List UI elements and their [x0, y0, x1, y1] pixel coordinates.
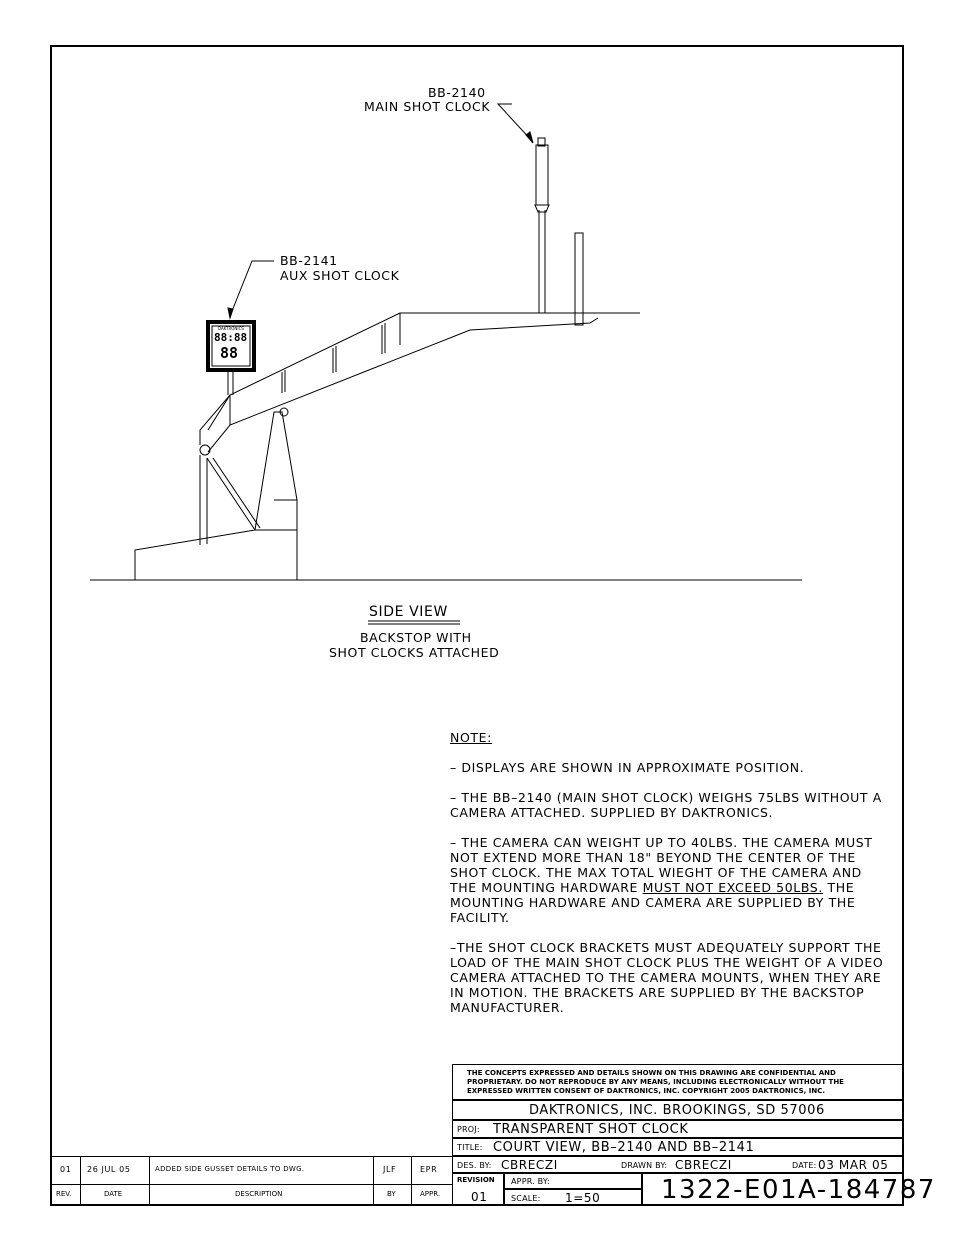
revision-box: [452, 1173, 504, 1206]
company-name: DAKTRONICS, INC. BROOKINGS, SD 57006: [529, 1103, 825, 1118]
revision-row-rev: 01: [60, 1165, 72, 1174]
backstop-pillar: [255, 412, 297, 530]
proj-label: PROJ:: [457, 1125, 480, 1134]
title-row: [452, 1138, 904, 1156]
project-name: TRANSPARENT SHOT CLOCK: [493, 1122, 689, 1137]
drawing-number-box: [642, 1173, 936, 1206]
confidential-line1: THE CONCEPTS EXPRESSED AND DETAILS SHOWN ON THIS DRAWING ARE CONFIDENTIAL AND: [467, 1069, 836, 1077]
designer-row: [452, 1156, 904, 1173]
header-rev: REV.: [56, 1190, 72, 1198]
scale-box: [504, 1189, 642, 1206]
aux-clock-model: BB-2141: [280, 253, 338, 268]
note-item-1: – DISPLAYS ARE SHOWN IN APPROXIMATE POSITION.: [450, 760, 805, 775]
date-label: DATE:: [792, 1161, 817, 1170]
drawing-title: COURT VIEW, BB–2140 AND BB–2141: [493, 1140, 755, 1155]
confidential-line3: EXPRESSED WRITTEN CONSENT OF DAKTRONICS, INC. COPYRIGHT 2005 DAKTRONICS, INC.: [467, 1087, 826, 1095]
revision-row-by: JLF: [383, 1165, 397, 1174]
header-description: DESCRIPTION: [235, 1190, 283, 1198]
note-item-3: [450, 835, 890, 925]
note-item-4: –THE SHOT CLOCK BRACKETS MUST ADEQUATELY SUPPORT THE LOAD OF THE MAIN SHOT CLOCK PLUS THE WEIGHT OF A VIDEO CAMERA ATTACHED TO THE CAMERA MOUNTS, WHEN THEY ARE IN MOTION. THE BRACKETS ARE SUPPLIED BY THE BACKSTOP MANUFACTURER.: [450, 940, 884, 1015]
title-label: TITLE:: [457, 1143, 483, 1152]
revision-row-appr: EPR: [420, 1165, 438, 1174]
drawing-number: 1322-E01A-184787: [661, 1175, 936, 1205]
note-item-2: – THE BB–2140 (MAIN SHOT CLOCK) WEIGHS 75LBS WITHOUT A CAMERA ATTACHED. SUPPLIED BY DAKTRONICS.: [450, 790, 882, 820]
aux-display-top-digits: 88:88: [214, 331, 248, 344]
notes-heading: NOTE:: [450, 730, 492, 745]
note-item-3-tail: THE MOUNTING HARDWARE AND CAMERA ARE SUPPLIED BY THE FACILITY.: [450, 880, 856, 925]
view-caption-line2: SHOT CLOCKS ATTACHED: [329, 645, 500, 660]
header-by: BY: [387, 1190, 396, 1198]
drawn-by-name: CBRECZI: [675, 1158, 732, 1172]
aux-display-brand: DAKTRONICS: [218, 326, 244, 331]
note-item-3-text: – THE CAMERA CAN WEIGHT UP TO 40LBS. THE CAMERA MUST NOT EXTEND MORE THAN 18" BEYOND THE CENTER OF THE SHOT CLOCK. THE MAX TOTAL WIEGHT OF THE CAMERA AND THE MOUNTING HARDWARE: [450, 835, 873, 895]
aux-clock-name: AUX SHOT CLOCK: [280, 268, 400, 283]
revision-label: REVISION: [457, 1176, 495, 1184]
header-appr: APPR.: [420, 1190, 441, 1198]
appr-label: APPR. BY:: [511, 1177, 550, 1186]
designer-name: CBRECZI: [501, 1158, 558, 1172]
note-item-3-underlined: MUST NOT EXCEED 50LBS.: [642, 880, 823, 895]
main-shot-clock: [536, 145, 548, 205]
confidential-line2: PROPRIETARY. DO NOT REPRODUCE BY ANY MEANS, INCLUDING ELECTRONICALLY WITHOUT THE: [467, 1078, 844, 1086]
confidential-notice: [452, 1064, 904, 1100]
project-row: [452, 1120, 904, 1138]
backstop-boom-top: [200, 313, 598, 445]
drawing-date: 03 MAR 05: [818, 1158, 889, 1172]
backstop-base: [135, 530, 297, 580]
approved-by-box: [504, 1173, 642, 1189]
revision-row-date: 26 JUL 05: [87, 1165, 131, 1174]
revision-row-description: ADDED SIDE GUSSET DETAILS TO DWG.: [155, 1165, 305, 1173]
aux-display-bottom-digits: 88: [220, 344, 239, 362]
company-row: [452, 1100, 904, 1120]
backstop-boom-bottom: [208, 318, 598, 452]
des-label: DES. BY:: [457, 1161, 492, 1170]
notes-block: [450, 730, 890, 1030]
view-title: SIDE VIEW: [369, 604, 448, 620]
drawn-label: DRAWN BY:: [621, 1161, 668, 1170]
view-caption-line1: BACKSTOP WITH: [360, 630, 472, 645]
scale-value: 1=50: [565, 1191, 601, 1205]
scale-label: SCALE:: [511, 1194, 541, 1203]
main-clock-model: BB-2140: [428, 85, 486, 100]
revision-number: 01: [471, 1190, 488, 1204]
header-date: DATE: [104, 1190, 123, 1198]
main-clock-name: MAIN SHOT CLOCK: [364, 99, 491, 114]
